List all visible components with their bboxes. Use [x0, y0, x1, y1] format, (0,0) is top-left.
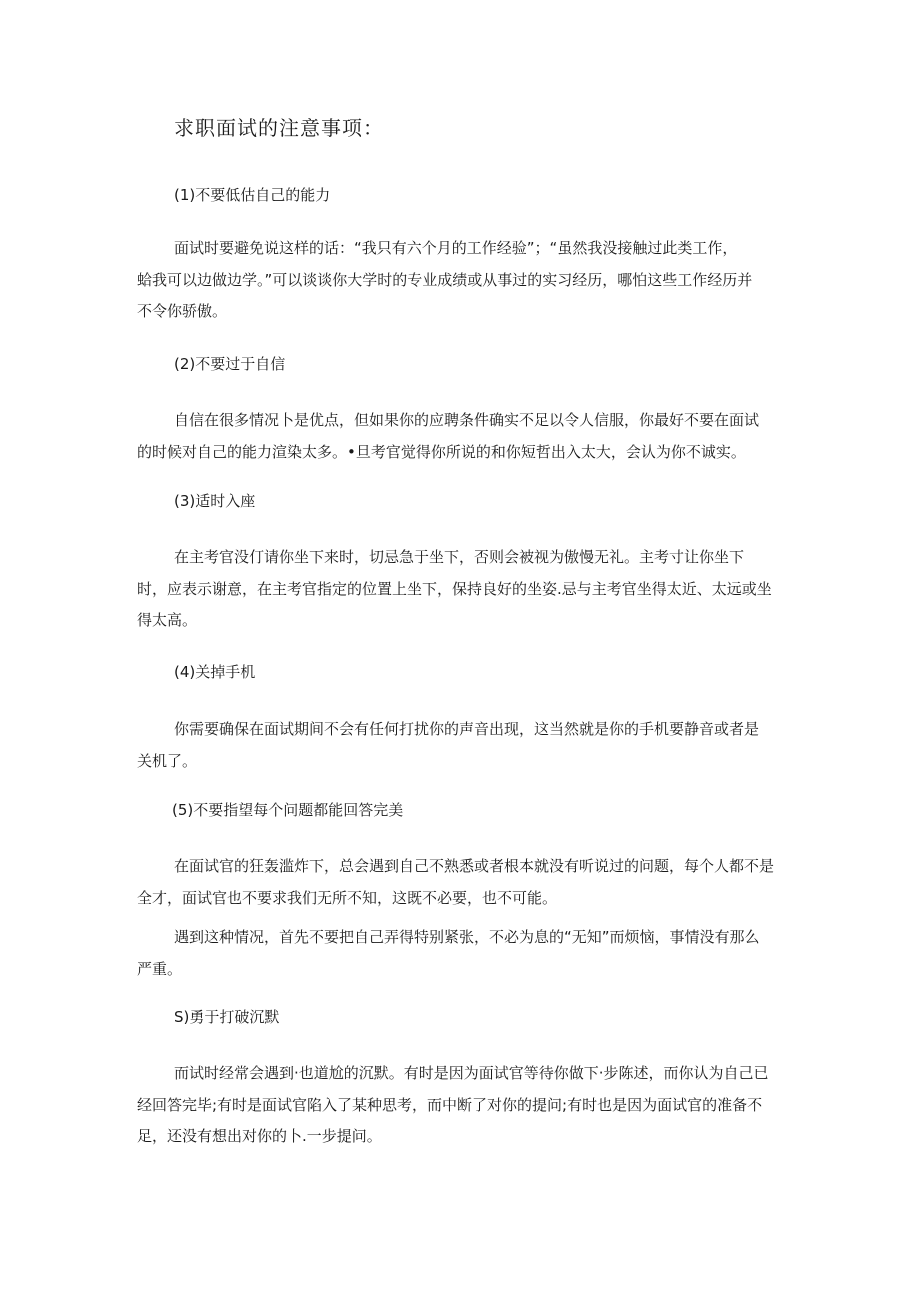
paragraph-line: 而试时经常会遇到·也道尬的沉默。有时是因为面试官等待你做下·步陈述，而你认为自己已 — [174, 1064, 769, 1082]
paragraph — [137, 922, 787, 985]
paragraph-line: 关机了。 — [137, 751, 198, 770]
paragraph-line: 不令你骄傲。 — [137, 302, 228, 320]
paragraph-line: 的时候对自己的能力渲染太多。•旦考官觉得你所说的和你短哲出入太大，会认为你不诚实。 — [137, 442, 746, 461]
section-heading: (4)关掉手机 — [174, 663, 256, 681]
paragraph-line: 你需要确保在面试期间不会有任何打扰你的声音出现，这当然就是你的手机要静音或者是 — [174, 720, 760, 738]
section-heading: (2)不要过于自信 — [174, 355, 286, 373]
section-heading: S)勇于打破沉默 — [174, 1008, 280, 1026]
paragraph — [137, 851, 787, 914]
paragraph-line: 经回答完毕;有时是面试官陷入了某种思考，而中断了对你的提问;有时也是因为面试官的准备不 — [137, 1095, 763, 1114]
paragraph-line: 足，还没有想出对你的卜.一步提问。 — [137, 1127, 382, 1145]
section-heading: (1)不要低估自己的能力 — [174, 186, 331, 204]
paragraph-line: 面试时要避免说这样的话：“我只有六个月的工作经验”；“虽然我没接触过此类工作， — [174, 239, 738, 257]
paragraph — [137, 233, 787, 328]
paragraph — [137, 714, 787, 777]
paragraph-line: 在主考官没仃请你坐下来时，切忌急于坐下，否则会被视为傲慢无礼。主考寸让你坐下 — [174, 548, 745, 566]
paragraph-line: 严重。 — [137, 959, 183, 978]
paragraph — [137, 1058, 787, 1153]
section-heading: (5)不要指望每个问题都能回答完美 — [172, 801, 404, 819]
paragraph-line: 在面试官的狂轰滥炸下，总会遇到自己不熟悉或者根本就没有听说过的问题，每个人都不是 — [174, 857, 775, 875]
paragraph-line: 时，应表示谢意，在主考官指定的位置上坐下，保持良好的坐姿.忌与主考官坐得太近、太远或坐 — [137, 579, 772, 598]
paragraph-line: 自信在很多情况卜是优点，但如果你的应聘条件确实不足以令人信服，你最好不要在面试 — [174, 411, 760, 429]
document-title: 求职面试的注意事项： — [174, 116, 384, 140]
paragraph-line: 遇到这种情况，首先不要把自己弄得特别紧张，不必为息的“无知”而烦恼，事情没有那么 — [174, 928, 760, 946]
paragraph — [137, 542, 787, 637]
paragraph-line: 得太高。 — [137, 611, 198, 629]
paragraph-line: 全才，面试官也不要求我们无所不知，这既不必要，也不可能。 — [137, 888, 558, 907]
paragraph — [137, 405, 787, 468]
section-heading: (3)适时入座 — [174, 492, 256, 510]
paragraph-line: 蛤我可以边做边学。”可以谈谈你大学时的专业成绩或从事过的实习经历，哪怕这些工作经历并 — [137, 270, 753, 289]
